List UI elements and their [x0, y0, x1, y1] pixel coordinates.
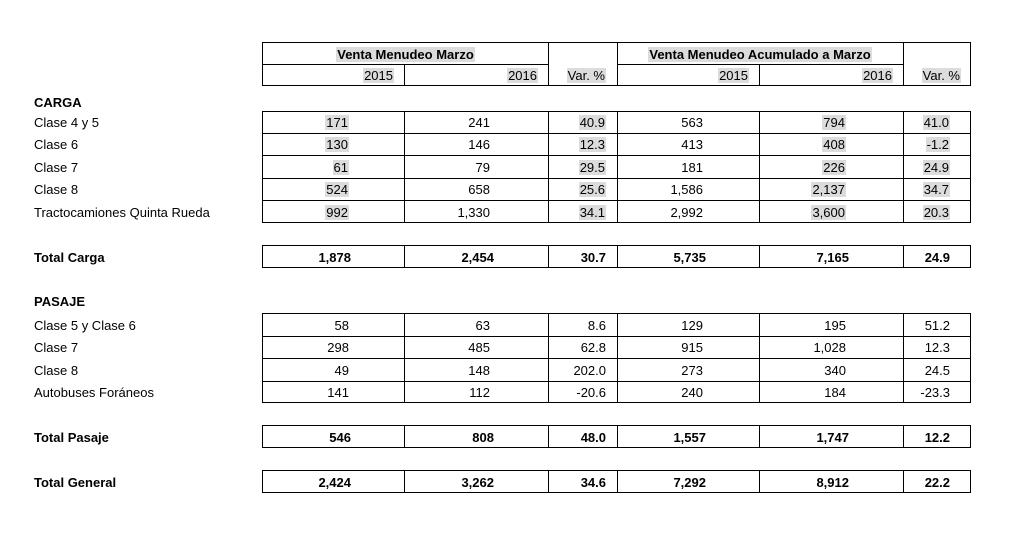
table-cell: 8,912 — [816, 475, 849, 490]
table-cell: 48.0 — [580, 430, 606, 445]
table-cell: 22.2 — [924, 475, 950, 490]
table-cell: 1,747 — [816, 430, 849, 445]
table-cell: 340 — [824, 363, 846, 378]
table-cell: 148 — [468, 363, 490, 378]
table-cell: 563 — [681, 115, 703, 130]
col-header-2015: 2015 — [364, 68, 393, 83]
table-cell: -1.2 — [926, 137, 949, 152]
table-cell: 240 — [681, 385, 703, 400]
table-cell: 485 — [468, 340, 490, 355]
col-header-var: Var. % — [567, 68, 605, 83]
table-cell: 241 — [468, 115, 490, 130]
table-cell: 195 — [824, 318, 846, 333]
table-cell: 298 — [327, 340, 349, 355]
table-cell: 112 — [469, 385, 490, 400]
table-cell: 2,992 — [670, 205, 703, 220]
row-label: Clase 6 — [34, 137, 79, 152]
table-cell: 794 — [823, 115, 845, 130]
table-cell: 40.9 — [579, 115, 605, 130]
row-label: Tractocamiones Quinta Rueda — [34, 205, 210, 220]
table-cell: 20.3 — [923, 205, 949, 220]
table-cell: 2,137 — [812, 182, 845, 197]
table-cell: 41.0 — [923, 115, 949, 130]
table-cell: 202.0 — [573, 363, 606, 378]
table-cell: 34.6 — [580, 475, 606, 490]
table-cell: 1,557 — [673, 430, 706, 445]
group-header-acumulado: Venta Menudeo Acumulado a Marzo — [649, 47, 871, 62]
table-cell: 171 — [326, 115, 348, 130]
group-header-marzo: Venta Menudeo Marzo — [337, 47, 474, 62]
table-cell: 62.8 — [580, 340, 606, 355]
table-cell: 915 — [681, 340, 703, 355]
table-cell: 30.7 — [580, 250, 606, 265]
table-cell: 3,600 — [812, 205, 845, 220]
table-cell: 49 — [334, 363, 349, 378]
table-cell: 5,735 — [673, 250, 706, 265]
total-pasaje-label: Total Pasaje — [34, 430, 109, 445]
row-label: Clase 8 — [34, 363, 79, 378]
table-cell: 61 — [333, 160, 348, 175]
table-cell: 130 — [326, 137, 348, 152]
table-cell: 24.9 — [923, 160, 949, 175]
table-cell: 51.2 — [924, 318, 950, 333]
table-cell: 146 — [468, 137, 490, 152]
col-header-acum-2015: 2015 — [719, 68, 748, 83]
table-cell: 12.3 — [579, 137, 605, 152]
section-title-pasaje: PASAJE — [34, 294, 86, 309]
table-cell: 808 — [472, 430, 494, 445]
table-cell: 7,165 — [816, 250, 849, 265]
table-cell: 1,586 — [670, 182, 703, 197]
table-cell: 24.5 — [924, 363, 950, 378]
table-cell: 29.5 — [579, 160, 605, 175]
table-cell: 524 — [326, 182, 348, 197]
table-cell: 24.9 — [924, 250, 950, 265]
table-cell: 184 — [824, 385, 846, 400]
table-cell: 8.6 — [587, 318, 606, 333]
table-cell: -20.6 — [576, 385, 606, 400]
table-cell: 1,028 — [813, 340, 846, 355]
section-title-carga: CARGA — [34, 95, 82, 110]
row-label: Clase 7 — [34, 160, 79, 175]
table-cell: 273 — [681, 363, 703, 378]
table-cell: 658 — [468, 182, 490, 197]
table-cell: 58 — [334, 318, 349, 333]
table-cell: -23.3 — [920, 385, 950, 400]
row-label: Clase 7 — [34, 340, 79, 355]
row-label: Clase 4 y 5 — [34, 115, 100, 130]
table-cell: 7,292 — [673, 475, 706, 490]
table-cell: 34.7 — [923, 182, 949, 197]
table-cell: 141 — [327, 385, 349, 400]
table-cell: 2,424 — [318, 475, 351, 490]
col-header-acum-2016: 2016 — [863, 68, 892, 83]
total-carga-label: Total Carga — [34, 250, 105, 265]
col-header-2016: 2016 — [508, 68, 537, 83]
table-cell: 408 — [823, 137, 845, 152]
table-cell: 181 — [681, 160, 703, 175]
table-cell: 2,454 — [461, 250, 494, 265]
table-cell: 63 — [475, 318, 490, 333]
table-cell: 25.6 — [579, 182, 605, 197]
table-cell: 413 — [681, 137, 703, 152]
table-cell: 226 — [823, 160, 845, 175]
table-cell: 992 — [326, 205, 348, 220]
col-header-acum-var: Var. % — [922, 68, 960, 83]
row-label: Clase 8 — [34, 182, 79, 197]
table-cell: 79 — [475, 160, 490, 175]
row-label: Clase 5 y Clase 6 — [34, 318, 136, 333]
table-cell: 12.2 — [924, 430, 950, 445]
total-general-label: Total General — [34, 475, 117, 490]
row-label: Autobuses Foráneos — [34, 385, 154, 400]
table-cell: 129 — [681, 318, 703, 333]
table-cell: 1,878 — [318, 250, 351, 265]
table-cell: 3,262 — [461, 475, 494, 490]
table-cell: 1,330 — [457, 205, 490, 220]
table-cell: 12.3 — [924, 340, 950, 355]
table-cell: 546 — [329, 430, 351, 445]
table-cell: 34.1 — [579, 205, 605, 220]
